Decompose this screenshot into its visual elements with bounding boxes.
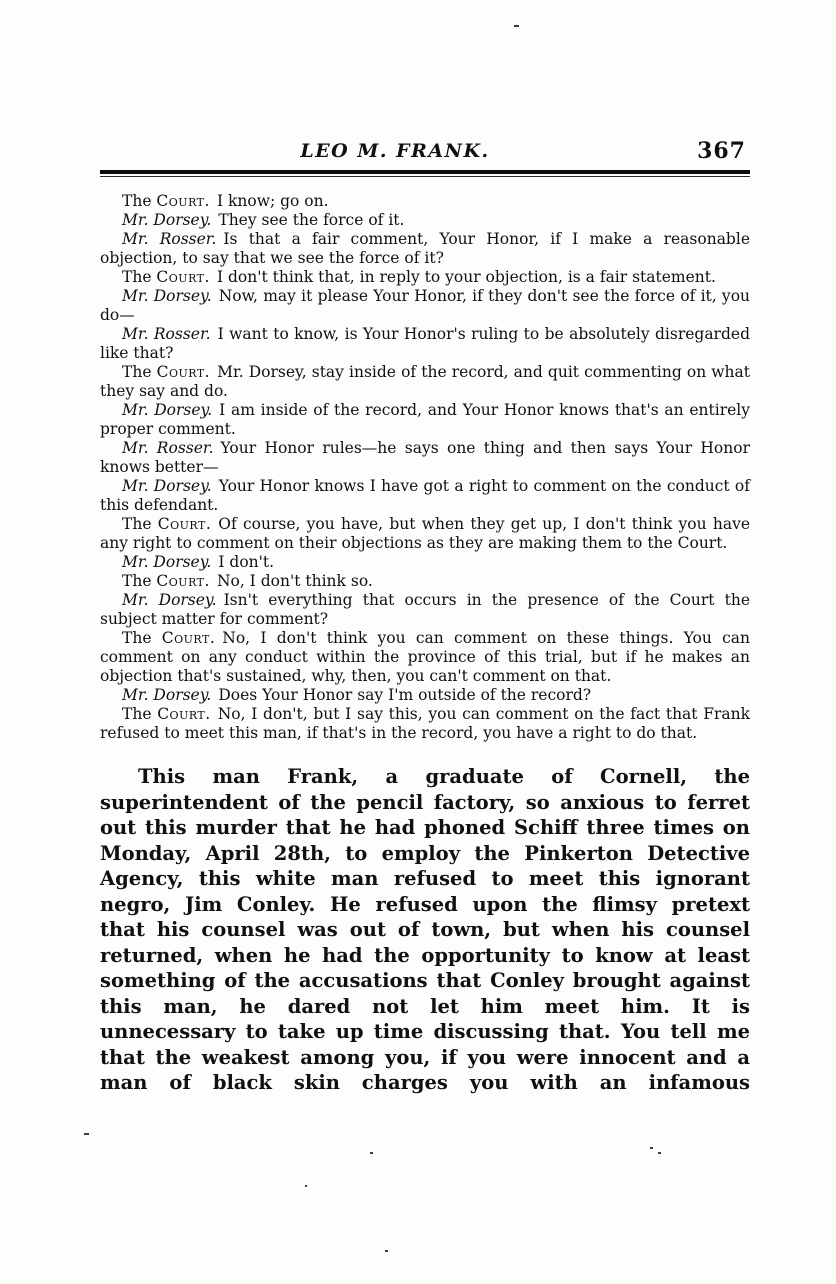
transcript-paragraph [100,591,750,629]
transcript-paragraph [100,553,750,572]
speaker-label: Mr. Rosser. [122,439,214,457]
scan-speck [514,25,519,27]
speech-text: Does Your Honor say I'm outside of the record? [218,686,592,704]
scan-speck [370,1152,373,1154]
speech-text: I don't think that, in reply to your objection, is a fair statement. [216,268,716,286]
transcript-paragraph [100,287,750,325]
transcript-paragraph [100,325,750,363]
speech-text: Your Honor knows I have got a right to comment on the conduct of this defendant. [100,477,750,514]
transcript-paragraph [100,515,750,553]
speech-text: Isn't everything that occurs in the presence of the Court the subject matter for comment? [100,591,750,628]
transcript-section [100,192,750,743]
speaker-label: The Court. [122,268,210,286]
transcript-paragraph [100,211,750,230]
transcript-paragraph [100,572,750,591]
speech-text: Of course, you have, but when they get up, I don't think you have any right to comment on their objections as they are making them to the Court. [100,515,751,552]
speaker-label: Mr. Dorsey. [122,401,213,419]
speaker-label: The Court. [122,705,211,723]
speaker-label: Mr. Rosser. [122,325,211,343]
running-title: LEO M. FRANK. [300,140,490,162]
scan-speck [84,1133,89,1135]
speaker-label: Mr. Dorsey. [122,211,212,229]
speaker-label: Mr. Dorsey. [122,477,212,495]
header-rule-thick [100,170,750,174]
speaker-label: The Court. [122,363,211,381]
speaker-label: Mr. Rosser. [122,230,217,248]
speech-text: I know; go on. [216,192,329,210]
speaker-label: The Court. [122,572,210,590]
speech-text: Your Honor rules—he says one thing and then says Your Honor knows better— [100,439,750,476]
speaker-label: Mr. Dorsey. [122,686,212,704]
speech-text: I am inside of the record, and Your Honor knows that's an entirely proper comment. [100,401,750,438]
transcript-paragraph [100,268,750,287]
speech-text: Is that a fair comment, Your Honor, if I make a reasonable objection, to say that we see the force of it? [100,230,750,267]
transcript-paragraph [100,192,750,211]
transcript-paragraph [100,705,750,743]
page-header [100,140,750,168]
speech-text: Now, may it please Your Honor, if they don't see the force of it, you do— [100,287,751,324]
speaker-label: The Court. [122,192,210,210]
header-rule-thin [100,176,750,177]
scan-speck [385,1250,388,1252]
speaker-label: Mr. Dorsey. [122,591,217,609]
transcript-paragraph [100,401,750,439]
speaker-label: The Court. [122,629,216,647]
transcript-paragraph [100,629,750,686]
speech-text: They see the force of it. [218,211,405,229]
transcript-paragraph [100,477,750,515]
speech-text: No, I don't think you can comment on these things. You can comment on any conduct within the province of this trial, but if he makes an objection that's sustained, why, then, you can't comment on that. [100,629,750,685]
transcript-paragraph [100,686,750,705]
speaker-label: Mr. Dorsey. [122,287,212,305]
scan-speck [650,1147,653,1149]
page-content [100,140,750,1096]
speech-text: No, I don't, but I say this, you can comment on the fact that Frank refused to meet this man, if that's in the record, you have a right to do that. [100,705,750,742]
transcript-paragraph [100,230,750,268]
speech-text: Mr. Dorsey, stay inside of the record, and quit commenting on what they say and do. [100,363,751,400]
speaker-label: The Court. [122,515,212,533]
transcript-paragraph [100,439,750,477]
speaker-label: Mr. Dorsey. [122,553,212,571]
speech-text: I want to know, is Your Honor's ruling to be absolutely disregarded like that? [100,325,750,362]
speech-text: No, I don't think so. [216,572,373,590]
argument-paragraph: This man Frank, a graduate of Cornell, the superintendent of the pencil factory, so anxious to ferret out this murder that he had phoned Schiff three times on Monday, April 28th, to employ the Pinkerton Detective Agency, this white man refused to meet this ignorant negro, Jim Conley. He refused upon the flimsy pretext that his counsel was out of town, but when his counsel returned, when he had the opportunity to know at least something of the accusations that Conley brought against this man, he dared not let him meet him. It is unnecessary to take up time discussing that. You tell me that the weakest among you, if you were innocent and a man of black skin charges you with an infamous [100,765,750,1094]
scan-speck [658,1152,661,1154]
scan-speck [305,1185,307,1187]
speech-text: I don't. [218,553,275,571]
transcript-paragraph [100,363,750,401]
page-number: 367 [697,138,746,164]
